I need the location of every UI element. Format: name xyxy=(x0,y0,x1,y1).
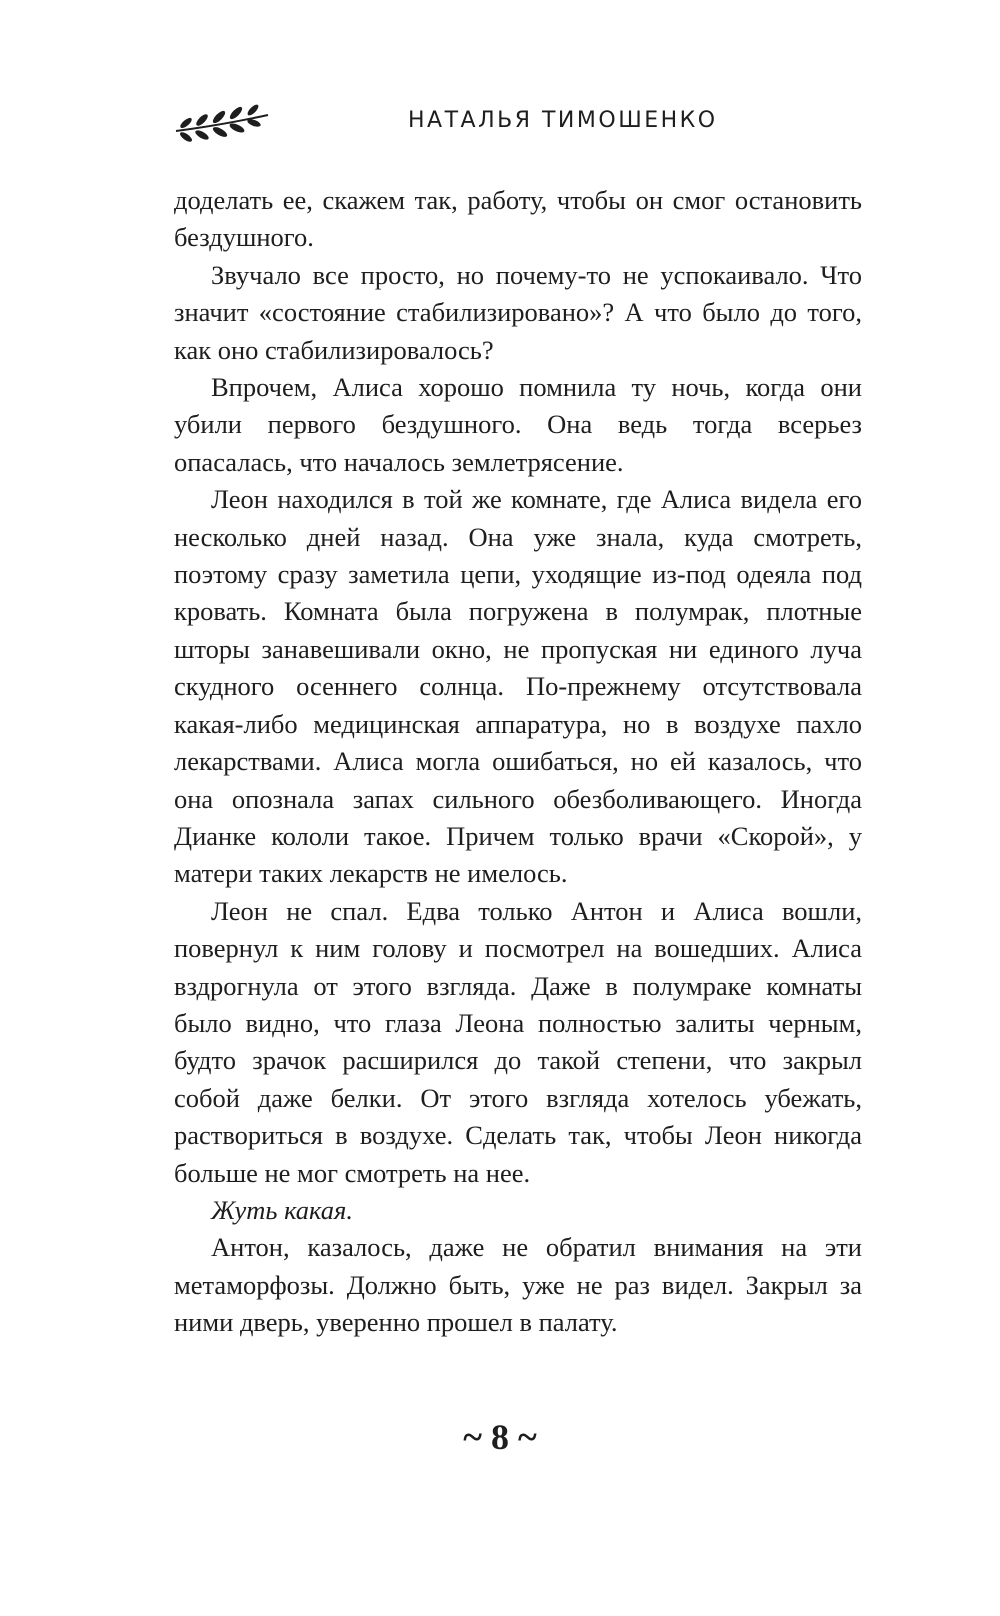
body-text xyxy=(174,182,862,1342)
page-number: ~ 8 ~ xyxy=(463,1417,537,1457)
page-header xyxy=(0,96,1000,156)
paragraph: Впрочем, Алиса хорошо помнила ту ночь, когда они убили первого бездушного. Она ведь тогда всерьез опасалась, что началось землетрясение. xyxy=(174,372,862,477)
running-head: НАТАЛЬЯ ТИМОШЕНКО xyxy=(408,108,718,133)
laurel-branch-icon xyxy=(174,101,270,147)
paragraph: Звучало все просто, но почему-то не успокаивало. Что значит «состояние стабилизировано»? А что было до того, как оно стабилизировалось? xyxy=(174,259,862,365)
paragraph: Антон, казалось, даже не обратил внимания на эти метаморфозы. Должно быть, уже не раз видел. Закрыл за ними дверь, уверенно прошел в палату. xyxy=(174,1232,862,1338)
paragraph: доделать ее, скажем так, работу, чтобы он смог остановить бездушного. xyxy=(174,185,862,253)
italic-paragraph: Жуть какая. xyxy=(211,1194,353,1225)
paragraph: Леон находился в той же комнате, где Алиса видела его несколько дней назад. Она уже знала, куда смотреть, поэтому сразу заметила цепи, уходящие из-под одеяла под кровать. Комната была погружена в полумрак, плотные шторы занавешивали окно, не пропуская ни единого луча скудного осеннего солнца. По-прежнему отсутствовала какая-либо медицинская аппаратура, но в воздухе пахло лекарствами. Алиса могла ошибаться, но ей казалось, что она опознала запах сильного обезболивающего. Иногда Дианке кололи такое. Причем только врачи «Скорой», у матери таких лекарств не имелось. xyxy=(174,484,862,889)
paragraph: Леон не спал. Едва только Антон и Алиса вошли, повернул к ним голову и посмотрел на вошедших. Алиса вздрогнула от этого взгляда. Даже в полумраке комнаты было видно, что глаза Леона полностью залиты черным, будто зрачок расширился до такой степени, что закрыл собой даже белки. От этого взгляда хотелось убежать, раствориться в воздухе. Сделать так, чтобы Леон никогда больше не мог смотреть на нее. xyxy=(174,895,862,1188)
